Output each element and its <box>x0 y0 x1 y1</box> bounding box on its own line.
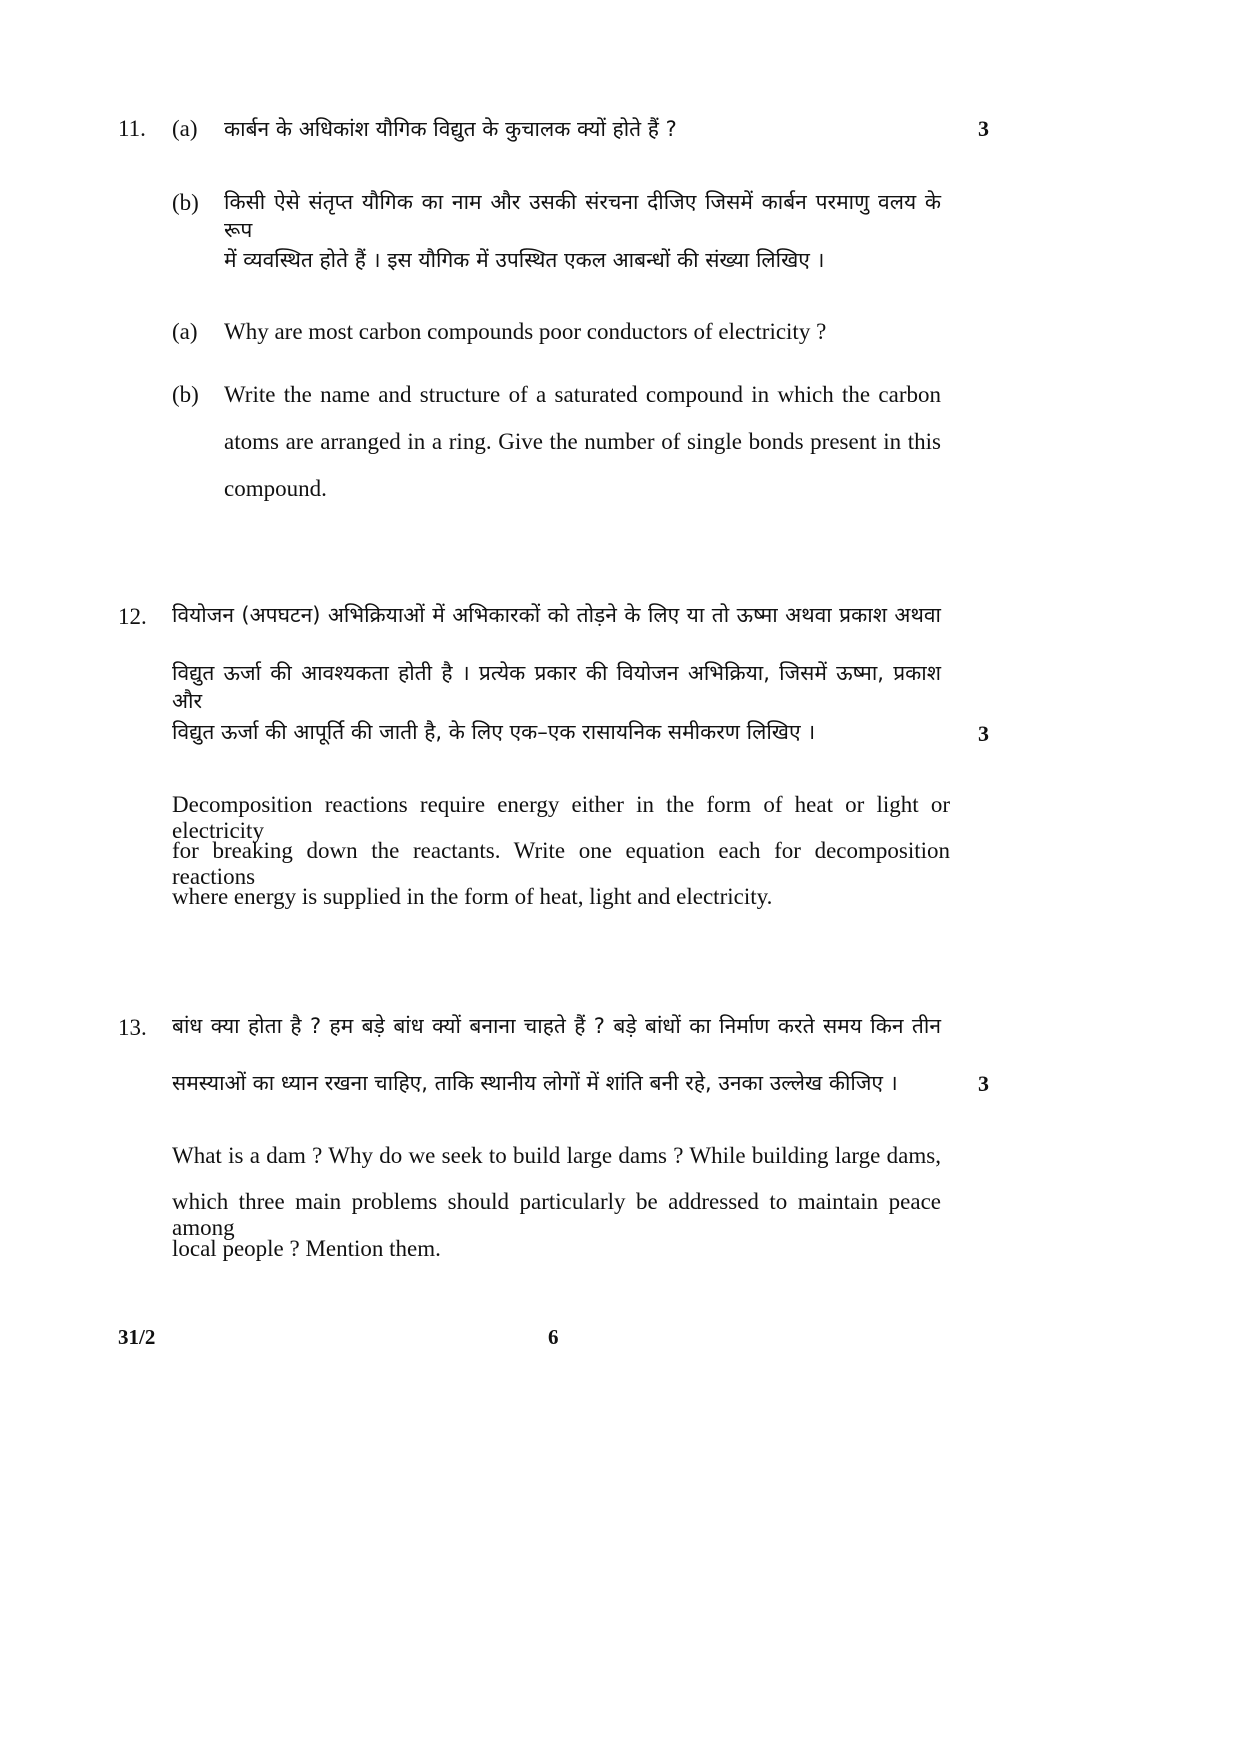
hindi-line1: बांध क्या होता है ? हम बड़े बांध क्यों बनाना चाहते हैं ? बड़े बांधों का निर्माण करते समय किन तीन <box>172 1014 941 1038</box>
english-part-a: Why are most carbon compounds poor conductors of electricity ? <box>224 319 827 344</box>
hindi-line3: विद्युत ऊर्जा की आपूर्ति की जाती है, के लिए एक–एक रासायनिक समीकरण लिखिए । <box>172 720 816 744</box>
hindi-line2: समस्याओं का ध्यान रखना चाहिए, ताकि स्थानीय लोगों में शांति बनी रहे, उनका उल्लेख कीजिए । <box>172 1071 898 1095</box>
hindi-part-b-line1: किसी ऐसे संतृप्त यौगिक का नाम और उसकी संरचना दीजिए जिसमें कार्बन परमाणु वलय के रूप <box>224 190 941 242</box>
part-b-label: (b) <box>172 190 199 215</box>
english-line2: for breaking down the reactants. Write one equation each for decomposition reactions <box>172 838 950 889</box>
hindi-line1: वियोजन (अपघटन) अभिक्रियाओं में अभिकारकों को तोड़ने के लिए या तो ऊष्मा अथवा प्रकाश अथवा <box>172 603 941 627</box>
hindi-part-a: कार्बन के अधिकांश यौगिक विद्युत के कुचालक क्यों होते हैं ? <box>224 117 677 141</box>
english-line3: where energy is supplied in the form of heat, light and electricity. <box>172 884 773 909</box>
hindi-part-b-line2: में व्यवस्थित होते हैं । इस यौगिक में उपस्थित एकल आबन्धों की संख्या लिखिए । <box>224 248 825 272</box>
english-part-b-line2: atoms are arranged in a ring. Give the number of single bonds present in this <box>224 429 941 454</box>
part-a-label: (a) <box>172 116 198 141</box>
english-line3: local people ? Mention them. <box>172 1236 441 1261</box>
paper-code: 31/2 <box>118 1325 156 1349</box>
english-line2: which three main problems should particularly be addressed to maintain peace among <box>172 1189 941 1240</box>
page-number: 6 <box>548 1325 559 1349</box>
part-b-label: (b) <box>172 382 199 407</box>
marks: 3 <box>978 721 989 746</box>
english-part-b-line3: compound. <box>224 476 327 501</box>
english-part-b-line1: Write the name and structure of a saturated compound in which the carbon <box>224 382 941 407</box>
hindi-line2: विद्युत ऊर्जा की आवश्यकता होती है । प्रत्येक प्रकार की वियोजन अभिक्रिया, जिसमें ऊष्मा, प्रकाश और <box>172 661 941 713</box>
english-line1: Decomposition reactions require energy either in the form of heat or light or electricity <box>172 792 950 843</box>
marks: 3 <box>978 1071 989 1096</box>
question-number: 11. <box>118 116 146 141</box>
part-a-label: (a) <box>172 319 198 344</box>
english-line1: What is a dam ? Why do we seek to build large dams ? While building large dams, <box>172 1143 941 1168</box>
marks: 3 <box>978 116 989 141</box>
question-number: 12. <box>118 604 147 629</box>
question-number: 13. <box>118 1015 147 1040</box>
